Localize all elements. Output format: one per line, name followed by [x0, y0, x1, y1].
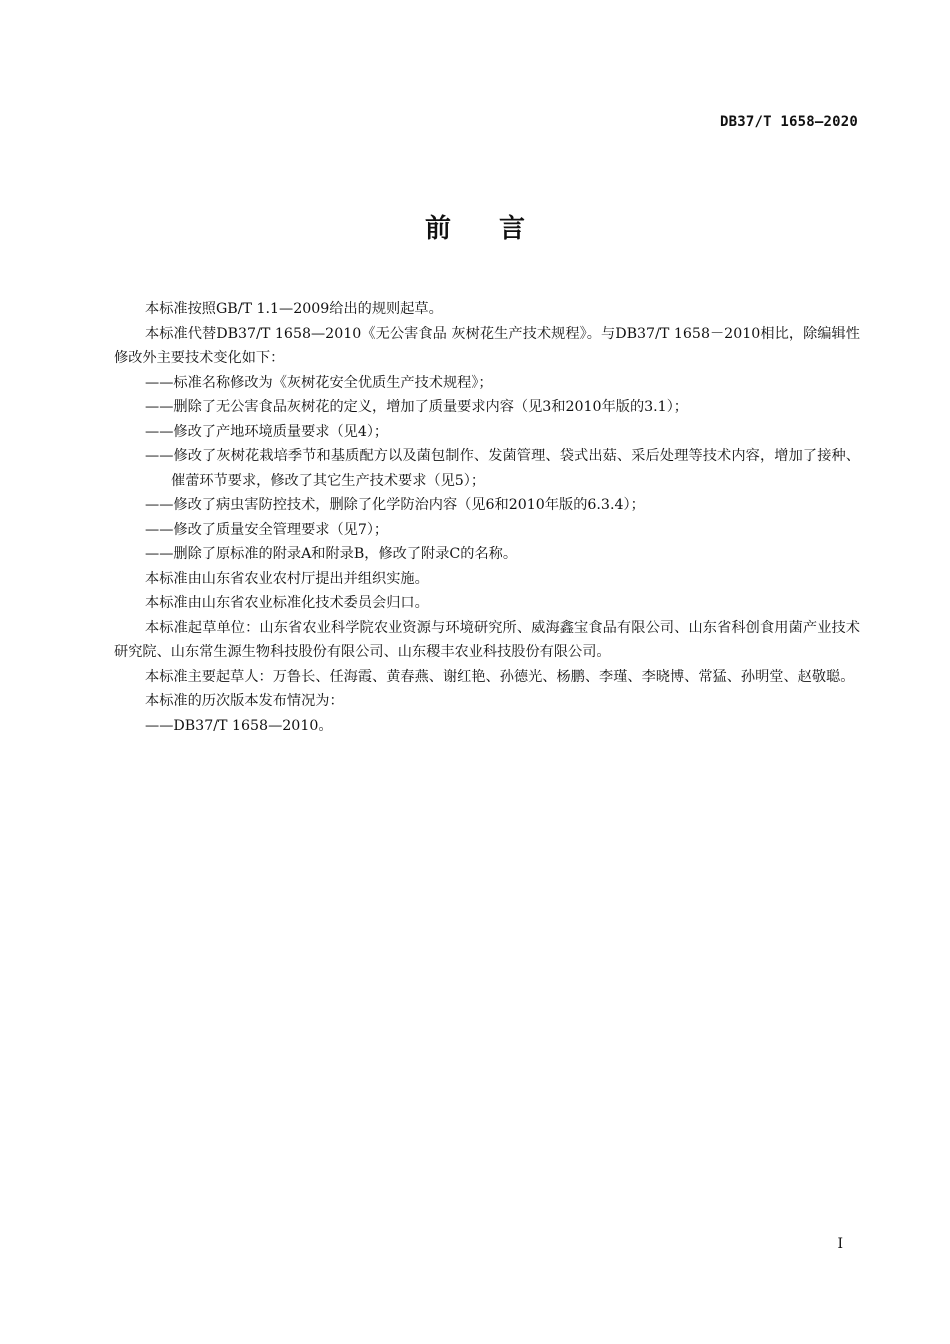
- paragraph-drafting-rules: 本标准按照GB/T 1.1—2009给出的规则起草。: [145, 301, 443, 317]
- change-item: ——修改了质量安全管理要求（见7）；: [145, 521, 389, 538]
- paragraph-drafters: 本标准主要起草人：万鲁长、任海霞、黄春燕、谢红艳、孙德光、杨鹏、李瑾、李晓博、常猛、孙明堂、赵敬聪。: [145, 668, 855, 685]
- change-item: ——删除了原标准的附录A和附录B，修改了附录C的名称。: [145, 546, 518, 562]
- paragraph-replacement: 本标准代替DB37/T 1658—2010《无公害食品 灰树花生产技术规程》。与DB37/T 1658－2010相比，除编辑性修改外主要技术变化如下：: [114, 325, 860, 366]
- page-title: 前言: [424, 214, 573, 244]
- change-item: ——修改了产地环境质量要求（见4）；: [145, 423, 389, 440]
- paragraph-proposer: 本标准由山东省农业农村厅提出并组织实施。: [145, 570, 429, 587]
- standard-code: DB37/T 1658—2020: [719, 114, 858, 130]
- foreword-body: [114, 297, 860, 738]
- change-item: ——删除了无公害食品灰树花的定义，增加了质量要求内容（见3和2010年版的3.1）；: [145, 399, 688, 415]
- change-item: ——修改了灰树花栽培季节和基质配方以及菌包制作、发菌管理、袋式出菇、采后处理等技术内容，增加了接种、催蕾环节要求，修改了其它生产技术要求（见5）；: [145, 448, 860, 489]
- history-item: ——DB37/T 1658—2010。: [145, 717, 333, 734]
- paragraph-history-intro: 本标准的历次版本发布情况为：: [145, 693, 344, 709]
- change-item: ——修改了病虫害防控技术，删除了化学防治内容（见6和2010年版的6.3.4）；: [145, 497, 645, 513]
- page-number: I: [837, 1236, 843, 1252]
- changes-list: [114, 371, 860, 567]
- paragraph-drafting-units: 本标准起草单位：山东省农业科学院农业资源与环境研究所、威海鑫宝食品有限公司、山东省科创食用菌产业技术研究院、山东常生源生物科技股份有限公司、山东稷丰农业科技股份有限公司。: [114, 619, 860, 660]
- paragraph-administrator: 本标准由山东省农业标准化技术委员会归口。: [145, 595, 429, 611]
- change-item: ——标准名称修改为《灰树花安全优质生产技术规程》；: [145, 374, 493, 391]
